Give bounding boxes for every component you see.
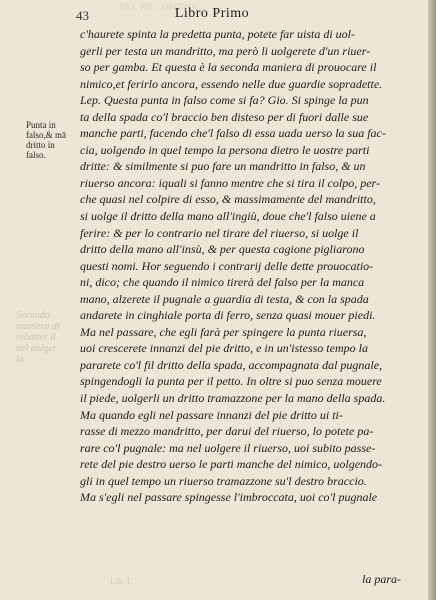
text-line: uoi crescerete innanzi del pie dritto, e in un'istesso tempo la bbox=[80, 341, 368, 356]
text-line: dritto della mano all'insù, & per questa cagione pigliarono bbox=[80, 242, 365, 257]
running-head-text: Libro Primo bbox=[174, 6, 250, 21]
text-line: ferire: & per lo contrario nel tirare del riuerso, si uolge il bbox=[80, 225, 359, 240]
running-head bbox=[0, 6, 436, 22]
text-line: pararete co'l fil dritto della spada, accompagnata dal pugnale, bbox=[80, 357, 383, 372]
bleed-through-bottom: Lib. I. bbox=[110, 576, 133, 586]
text-line: gli in quel tempo un riuerso tramazzone su'l destro braccio. bbox=[80, 473, 367, 488]
text-line: rete del pie destro uerso le parti manche del nimico, uolgendo- bbox=[80, 457, 383, 472]
text-line: ni, dico; che quando il nimico tirerà del falso per la manca bbox=[80, 275, 365, 290]
bleed-line: nel uolger bbox=[16, 343, 57, 354]
bleed-line: maniera di bbox=[16, 321, 60, 332]
text-line: Lep. Questa punta in falso come si fa? Gio. Si spinge la pun bbox=[80, 93, 369, 108]
bleed-line: rebatter il bbox=[16, 332, 56, 343]
text-line: cia, uolgendo in quel tempo la persona dietro le uostre parti bbox=[80, 142, 370, 157]
text-line: spingendogli la punta per il petto. In oltre si puo senza mouere bbox=[80, 374, 382, 389]
text-line: che quasi nel colpire di esso, & massimamente del mandritto, bbox=[80, 192, 376, 207]
margin-note bbox=[26, 120, 76, 160]
text-line: mano, alzerete il pugnale a guardia di testa, & con la spada bbox=[80, 291, 369, 306]
text-line: Ma s'egli nel passare spingesse l'imbroccata, uoi co'l pugnale bbox=[80, 490, 378, 505]
text-line: manche parti, facendo che'l falso di essa uada uerso la sua fac- bbox=[80, 126, 386, 141]
body-text bbox=[80, 26, 420, 506]
text-line: dritte: & similmente si puo fare un mandritto in falso, & un bbox=[80, 159, 366, 174]
text-line: si uolge il dritto della mano all'ingiù, doue che'l falso uiene a bbox=[80, 209, 376, 224]
margin-note-line: falso,& mā bbox=[26, 130, 66, 140]
bleed-line: Secondo bbox=[16, 310, 50, 321]
margin-note-line: Punta in bbox=[26, 120, 56, 130]
margin-note-line: falso. bbox=[26, 150, 46, 160]
text-line: andarete in cinghiale porta di ferro, senza quasi mouer piedi. bbox=[80, 308, 376, 323]
bleed-line: la bbox=[16, 354, 24, 365]
text-line: rare co'l pugnale: ma nel uolgere il riuerso, uoi subito passe- bbox=[80, 440, 376, 455]
text-line: Ma quando egli nel passare innanzi del pie dritto ui ti- bbox=[80, 407, 343, 422]
text-line: questi nomi. Hor seguendo i contrarij delle dette prouocatio- bbox=[80, 258, 374, 273]
bleed-through-top: DEL PIE... DRITTO bbox=[120, 2, 195, 10]
text-line: so per gamba. Et questa è la seconda maniera di prouocare il bbox=[80, 60, 377, 75]
text-line: c'haurete spinta la predetta punta, potete far uista di uol- bbox=[80, 27, 355, 41]
text-line: rasse di mezzo mandritto, per darui del riuerso, lo potete pa- bbox=[80, 424, 374, 439]
text-line: gerli per testa un mandritto, ma però li uolgerete d'un riuer- bbox=[80, 43, 371, 58]
page-gutter bbox=[428, 0, 436, 600]
margin-note-line: dritto in bbox=[26, 140, 55, 150]
text-line: nimico,et ferirlo ancora, essendo nelle due guardie sopradette. bbox=[80, 76, 383, 91]
text-line: il piede, uolgerli un dritto tramazzone per la mano della spada. bbox=[80, 391, 386, 406]
text-line: Ma nel passare, che egli farà per spingere la punta riuersa, bbox=[80, 324, 367, 339]
catchword: la para- bbox=[362, 572, 401, 586]
page-number: 43 bbox=[76, 8, 89, 23]
text-line: ta della spada co'l braccio ben disteso per di fuori dalle sue bbox=[80, 109, 369, 124]
text-line: riuerso ancora: iquali si fanno mentre che si tira il colpo, per- bbox=[80, 175, 380, 190]
bleed-through-left bbox=[16, 310, 60, 365]
